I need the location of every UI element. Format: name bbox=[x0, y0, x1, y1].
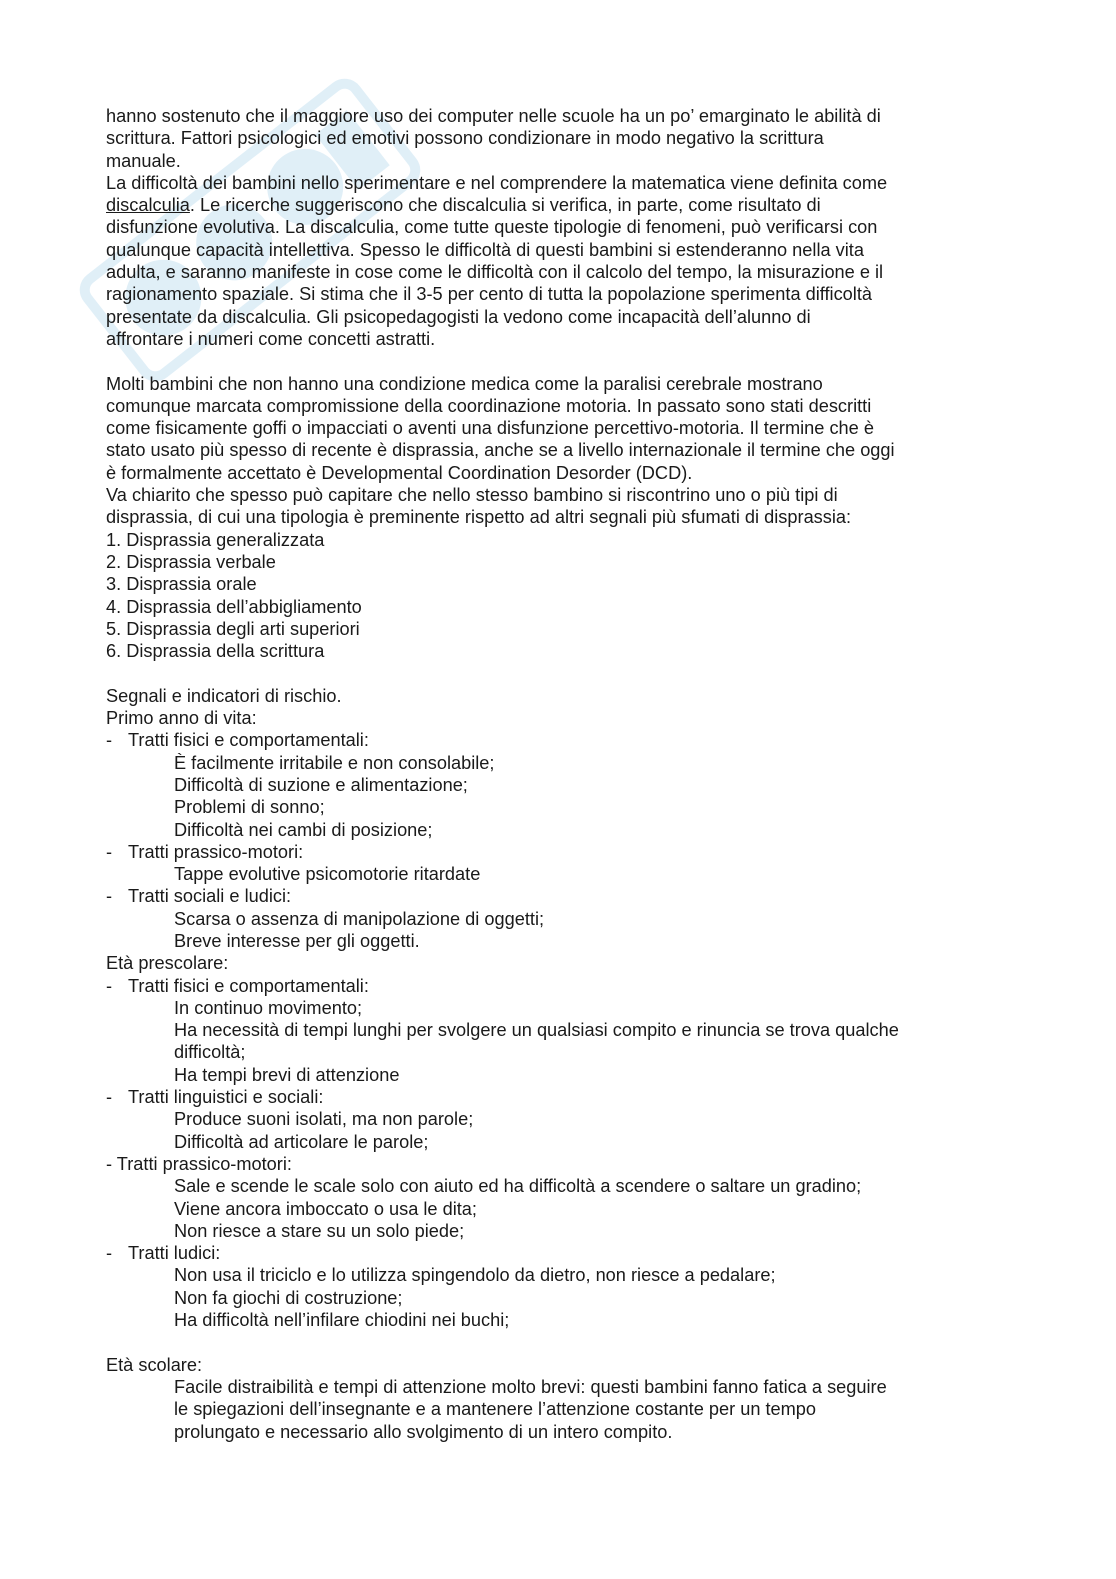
group-label: - Tratti prassico-motori: bbox=[106, 1153, 292, 1174]
dash-bullet: - bbox=[106, 886, 113, 907]
text-line: ragionamento spaziale. Si stima che il 3-5 per cento di tutta la popolazione sperimenta difficoltà bbox=[106, 284, 872, 305]
list-item: In continuo movimento; bbox=[174, 997, 363, 1018]
text-line: disprassia, di cui una tipologia è preminente rispetto ad altri segnali più sfumati di disprassia: bbox=[106, 507, 852, 528]
group-label-text: Tratti prassico-motori: bbox=[128, 841, 304, 862]
text-line: affrontare i numeri come concetti astratti. bbox=[106, 328, 436, 349]
group-label bbox=[106, 729, 1006, 751]
list-item: Facile distraibilità e tempi di attenzione molto brevi: questi bambini fanno fatica a seguire bbox=[174, 1376, 887, 1397]
text-line: hanno sostenuto che il maggiore uso dei computer nelle scuole ha un po’ emarginato le abilità di bbox=[106, 106, 881, 126]
list-item: difficoltà; bbox=[174, 1042, 246, 1063]
group-label bbox=[106, 1086, 1006, 1108]
subsection-title: Età prescolare: bbox=[106, 953, 229, 974]
text-line: è formalmente accettato è Developmental Coordination Desorder (DCD). bbox=[106, 462, 693, 483]
list-item: 5. Disprassia degli arti superiori bbox=[106, 618, 360, 639]
list-item: È facilmente irritabile e non consolabile; bbox=[174, 752, 495, 773]
list-item: Non usa il triciclo e lo utilizza spingendolo da dietro, non riesce a pedalare; bbox=[174, 1265, 776, 1286]
dash-bullet: - bbox=[106, 730, 113, 751]
text-line: adulta, e saranno manifeste in cose come le difficoltà con il calcolo del tempo, la misurazione e il bbox=[106, 262, 884, 283]
group-label bbox=[106, 1242, 1006, 1264]
list-item: 1. Disprassia generalizzata bbox=[106, 529, 325, 550]
document-body bbox=[106, 105, 1006, 1443]
group-label-text: Tratti fisici e comportamentali: bbox=[128, 975, 369, 996]
list-item: prolungato e necessario allo svolgimento di un intero compito. bbox=[174, 1421, 673, 1442]
text-line: stato usato più spesso di recente è disprassia, anche se a livello internazionale il termine che oggi bbox=[106, 440, 895, 461]
subsection-title: Età scolare: bbox=[106, 1354, 203, 1375]
text-line: La difficoltà dei bambini nello sperimentare e nel comprendere la matematica viene definita come bbox=[106, 172, 888, 193]
list-item: Ha necessità di tempi lunghi per svolgere un qualsiasi compito e rinuncia se trova qualche bbox=[174, 1020, 899, 1041]
list-item: Sale e scende le scale solo con aiuto ed ha difficoltà a scendere o saltare un gradino; bbox=[174, 1176, 862, 1197]
text-line bbox=[106, 194, 1006, 216]
group-label-text: Tratti linguistici e sociali: bbox=[128, 1087, 324, 1108]
group-label-text: Tratti fisici e comportamentali: bbox=[128, 730, 369, 751]
list-item: 2. Disprassia verbale bbox=[106, 551, 276, 572]
spacer bbox=[106, 350, 1006, 372]
list-item: 6. Disprassia della scrittura bbox=[106, 641, 325, 662]
group-label-text: Tratti sociali e ludici: bbox=[128, 886, 292, 907]
subsection-title: Primo anno di vita: bbox=[106, 708, 257, 729]
underlined-term: discalculia bbox=[106, 195, 190, 216]
text-line: Molti bambini che non hanno una condizione medica come la paralisi cerebrale mostrano bbox=[106, 373, 823, 394]
text-line: manuale. bbox=[106, 150, 181, 171]
list-item: Ha difficoltà nell’infilare chiodini nei buchi; bbox=[174, 1310, 510, 1331]
text-fragment: . Le ricerche suggeriscono che discalculia si verifica, in parte, come risultato di bbox=[189, 195, 821, 216]
list-item: Scarsa o assenza di manipolazione di oggetti; bbox=[174, 908, 545, 929]
list-item: Ha tempi brevi di attenzione bbox=[174, 1064, 400, 1085]
list-item: Breve interesse per gli oggetti. bbox=[174, 930, 420, 951]
list-item: 3. Disprassia orale bbox=[106, 574, 257, 595]
group-label bbox=[106, 885, 1006, 907]
section-title: Segnali e indicatori di rischio. bbox=[106, 685, 342, 706]
group-label-text: Tratti ludici: bbox=[128, 1243, 221, 1264]
list-item: Non riesce a stare su un solo piede; bbox=[174, 1220, 465, 1241]
text-line: come fisicamente goffi o impacciati o aventi una disfunzione percettivo-motoria. Il termine che è bbox=[106, 418, 874, 439]
group-label bbox=[106, 841, 1006, 863]
text-line: presentate da discalculia. Gli psicopedagogisti la vedono come incapacità dell’alunno di bbox=[106, 306, 811, 327]
list-item: Difficoltà ad articolare le parole; bbox=[174, 1131, 429, 1152]
list-item: Viene ancora imboccato o usa le dita; bbox=[174, 1198, 477, 1219]
group-label bbox=[106, 975, 1006, 997]
list-item: Non fa giochi di costruzione; bbox=[174, 1287, 403, 1308]
list-item: Difficoltà nei cambi di posizione; bbox=[174, 819, 433, 840]
text-line: disfunzione evolutiva. La discalculia, come tutte queste tipologie di fenomeni, può verificarsi con bbox=[106, 217, 878, 238]
dash-bullet: - bbox=[106, 975, 113, 996]
text-line: comunque marcata compromissione della coordinazione motoria. In passato sono stati descritti bbox=[106, 395, 872, 416]
spacer bbox=[106, 662, 1006, 684]
list-item: 4. Disprassia dell’abbigliamento bbox=[106, 596, 362, 617]
dash-bullet: - bbox=[106, 1243, 113, 1264]
text-line: scrittura. Fattori psicologici ed emotivi possono condizionare in modo negativo la scrittura bbox=[106, 128, 824, 149]
list-item: Difficoltà di suzione e alimentazione; bbox=[174, 774, 468, 795]
list-item: le spiegazioni dell’insegnante e a mantenere l’attenzione costante per un tempo bbox=[174, 1399, 817, 1420]
spacer bbox=[106, 1331, 1006, 1353]
list-item: Produce suoni isolati, ma non parole; bbox=[174, 1109, 474, 1130]
list-item: Problemi di sonno; bbox=[174, 797, 325, 818]
list-item: Tappe evolutive psicomotorie ritardate bbox=[174, 864, 481, 885]
dash-bullet: - bbox=[106, 841, 113, 862]
dash-bullet: - bbox=[106, 1087, 113, 1108]
text-line: Va chiarito che spesso può capitare che nello stesso bambino si riscontrino uno o più tipi di bbox=[106, 485, 838, 506]
text-line: qualunque capacità intellettiva. Spesso le difficoltà di questi bambini si estenderanno nella vita bbox=[106, 239, 864, 260]
